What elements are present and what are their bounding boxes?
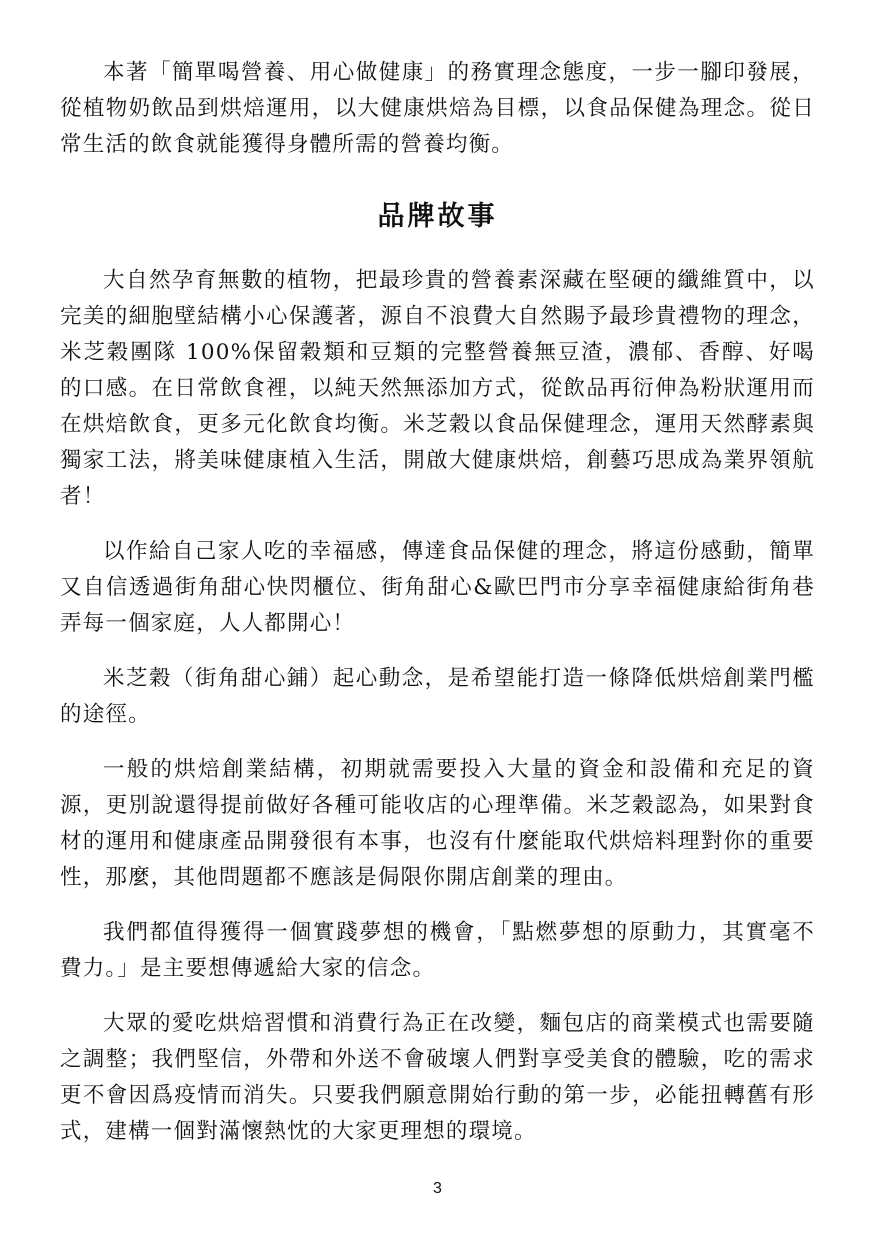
- story-paragraph-6: 大眾的愛吃烘焙習慣和消費行為正在改變，麵包店的商業模式也需要隨之調整；我們堅信，外帶和外送不會破壞人們對享受美食的體驗，吃的需求更不會因爲疫情而消失。只要我們願意開始行動的第一步，必能扭轉舊有形式，建構一個對滿懷熱忱的大家更理想的環境。: [60, 1011, 815, 1144]
- story-paragraph-4: 一般的烘焙創業結構，初期就需要投入大量的資金和設備和充足的資源，更別說還得提前做好各種可能收店的心理準備。米芝穀認為，如果對食材的運用和健康產品開發很有本事，也沒有什麼能取代烘焙料理對你的重要性，那麼，其他問題都不應該是侷限你開店創業的理由。: [60, 757, 815, 890]
- intro-paragraph: 本著「簡單喝營養、用心做健康」的務實理念態度，一步一腳印發展，從植物奶飲品到烘焙運用，以大健康烘焙為目標，以食品保健為理念。從日常生活的飲食就能獲得身體所需的營養均衡。: [60, 60, 815, 157]
- story-paragraph-3: 米芝穀（街角甜心鋪）起心動念，是希望能打造一條降低烘焙創業門檻的途徑。: [60, 666, 815, 727]
- story-paragraph-2: 以作給自己家人吃的幸福感，傳達食品保健的理念，將這份感動，簡單又自信透過街角甜心快閃櫃位、街角甜心&歐巴門市分享幸福健康給街角巷弄每一個家庭，人人都開心！: [60, 539, 815, 636]
- story-paragraph-5: 我們都值得獲得一個實踐夢想的機會，「點燃夢想的原動力，其實毫不費力。」是主要想傳遞給大家的信念。: [60, 920, 815, 981]
- story-paragraph-1: 大自然孕育無數的植物，把最珍貴的營養素深藏在堅硬的纖維質中，以完美的細胞壁結構小心保護著，源自不浪費大自然賜予最珍貴禮物的理念，米芝穀團隊 100%保留穀類和豆類的完整營養無豆渣，濃郁、香醇、好喝的口感。在日常飲食裡，以純天然無添加方式，從飲品再衍伸為粉狀運用而在烘焙飲食，更多元化飲食均衡。米芝穀以食品保健理念，運用天然酵素與獨家工法，將美味健康植入生活，開啟大健康烘焙，創藝巧思成為業界領航者！: [60, 268, 815, 509]
- page-number: 3: [433, 1180, 442, 1197]
- section-title: 品牌故事: [377, 201, 498, 232]
